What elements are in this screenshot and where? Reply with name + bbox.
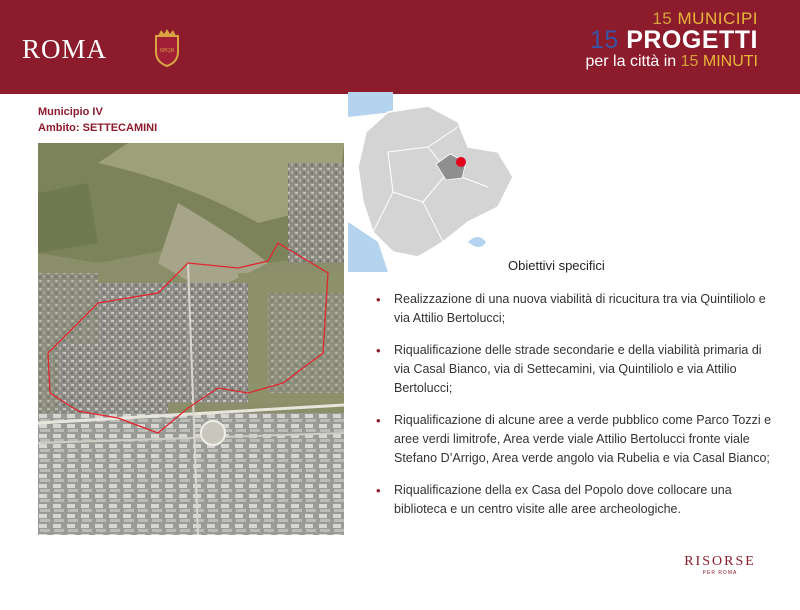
location-marker-icon: [456, 157, 466, 167]
bullet-icon: •: [376, 292, 381, 307]
aerial-map-image: [38, 143, 344, 535]
objective-item: • Riqualificazione di alcune aree a verde pubblico come Parco Tozzi e aree verdi limitrofe, Area verde viale Attilio Bertolucci fronte viale Stefano D’Arrigo, Area verde angolo via Rubelia e via Casal Bianco;: [376, 413, 772, 465]
project-title: [585, 10, 758, 71]
title-line-3: per la città in 15 MINUTI: [585, 53, 758, 70]
objective-item: • Riqualificazione della ex Casa del Popolo dove collocare una biblioteca e un centro visite alle aree archeologiche.: [376, 483, 732, 516]
objective-item: • Realizzazione di una nuova viabilità di ricucitura tra via Quintiliolo e via Attilio Bertolucci;: [376, 292, 766, 325]
objectives-title: Obiettivi specifici: [508, 258, 605, 273]
svg-text:SPQR: SPQR: [159, 48, 175, 54]
objective-item: • Riqualificazione delle strade secondarie e della viabilità primaria di via Casal Bianco, via di Settecamini, via Quintiliolo e via Attilio Bertolucci;: [376, 343, 762, 395]
bullet-icon: •: [376, 413, 381, 428]
section-header: [38, 104, 157, 136]
ambito-label: Ambito: SETTECAMINI: [38, 122, 158, 134]
header-banner: [0, 0, 800, 94]
locator-map: [348, 92, 533, 272]
municipio-label: Municipio IV: [38, 106, 103, 118]
title-line-1: 15 MUNICIPI: [652, 9, 758, 28]
bullet-icon: •: [376, 343, 381, 358]
roma-crest-icon: [150, 28, 184, 68]
risorse-logo: RISORSE PER ROMA: [684, 554, 756, 576]
title-line-2: 15 PROGETTI: [589, 26, 758, 54]
bullet-icon: •: [376, 483, 381, 498]
roma-logo-text: ROMA: [22, 34, 108, 64]
objectives-list: [372, 290, 780, 532]
